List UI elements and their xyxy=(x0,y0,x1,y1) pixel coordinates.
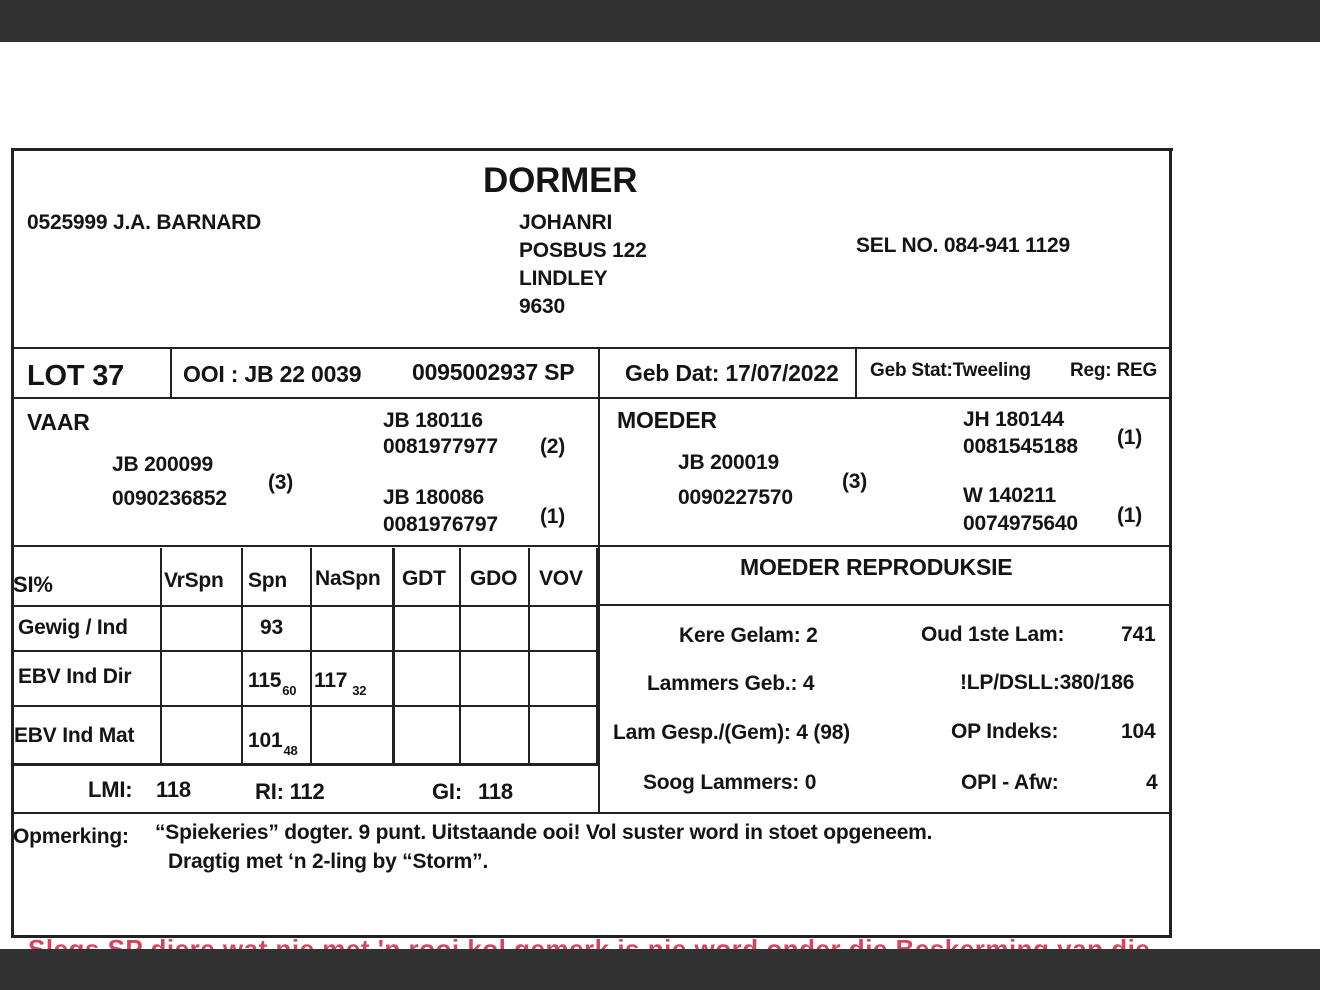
op-indeks-label: OP Indeks: xyxy=(951,720,1059,743)
opi-afw-value: 4 xyxy=(1146,771,1158,794)
viewer-top-bar xyxy=(0,0,1320,42)
lot-number: LOT 37 xyxy=(27,360,125,392)
sire-dam-number: 0081976797 xyxy=(383,513,498,536)
dam-id: JB 200019 xyxy=(678,451,779,474)
oud-label: Oud 1ste Lam: xyxy=(921,623,1065,646)
col-divider-7 xyxy=(596,548,599,764)
cell-ebv-dir-naspn: 117 $_{32}$ xyxy=(314,669,367,698)
rule-info xyxy=(11,397,1171,399)
dam-dam-id: W 140211 xyxy=(963,484,1056,507)
sire-label: VAAR xyxy=(27,409,90,435)
address-name: JOHANRI xyxy=(519,211,613,234)
op-indeks-value: 104 xyxy=(1121,720,1156,743)
col-header-vov: VOV xyxy=(539,567,583,590)
address-code: 9630 xyxy=(519,295,565,318)
soog-lammers: Soog Lammers: 0 xyxy=(643,771,817,794)
birth-status: Geb Stat:Tweeling xyxy=(870,360,1031,381)
sire-id: JB 200099 xyxy=(112,453,213,476)
lmi-label: LMI: xyxy=(88,777,133,802)
remark-line-2: Dragtig met ‘n 2-ling by “Storm”. xyxy=(168,850,489,873)
phone-number: SEL NO. 084-941 1129 xyxy=(856,234,1070,257)
col-header-naspn: NaSpn xyxy=(315,567,381,590)
lam-gesp: Lam Gesp./(Gem): 4 (98) xyxy=(613,721,850,744)
registration: Reg: REG xyxy=(1070,360,1158,381)
sire-dam-id: JB 180086 xyxy=(383,486,484,509)
cell-gewig-spn: 93 xyxy=(260,616,283,639)
row-label-ebv-mat: EBV Ind Mat xyxy=(14,724,135,747)
dam-label: MOEDER xyxy=(617,407,717,433)
sire-sire-number: 0081977977 xyxy=(383,435,498,458)
col-divider-5 xyxy=(459,548,461,764)
rule-table-row2 xyxy=(11,705,599,707)
birth-date: Geb Dat: 17/07/2022 xyxy=(625,360,839,386)
dam-number: 0090227570 xyxy=(678,486,793,509)
ewe-id: OOI : JB 22 0039 xyxy=(183,361,362,387)
row-label-ebv-dir: EBV Ind Dir xyxy=(18,665,132,688)
gi-label: GI: xyxy=(432,779,462,804)
rule-pedigree xyxy=(11,545,1171,547)
dam-dam-number: 0074975640 xyxy=(963,512,1078,535)
sire-sire-grade: (2) xyxy=(540,435,566,458)
sire-grade: (3) xyxy=(268,471,294,494)
cell-ebv-dir-spn: $115_{60}$ xyxy=(248,669,297,698)
opi-afw-label: OPI - Afw: xyxy=(961,771,1059,794)
divider-lot xyxy=(170,347,172,397)
rule-table-row1 xyxy=(11,650,599,652)
address-box: POSBUS 122 xyxy=(519,239,647,262)
gi-value: 118 xyxy=(478,779,513,804)
col-divider-3 xyxy=(310,548,312,764)
col-header-spn: Spn xyxy=(248,569,288,592)
col-divider-1 xyxy=(160,548,162,764)
remark-label: Opmerking: xyxy=(13,825,129,848)
cell-ebv-mat-spn: $101_{48}$ xyxy=(248,729,298,758)
divider-date xyxy=(855,347,857,397)
card-title: DORMER xyxy=(483,161,638,200)
ri-index: RI: 112 xyxy=(255,779,325,804)
remark-line-1: “Spiekeries” dogter. 9 punt. Uitstaande ooi! Vol suster word in stoet opgeneem. xyxy=(155,821,933,844)
frame-left xyxy=(11,148,14,938)
rule-repro-title xyxy=(600,604,1170,606)
frame-right xyxy=(1169,148,1172,938)
kere-gelam: Kere Gelam: 2 xyxy=(679,624,818,647)
lammers-geb: Lammers Geb.: 4 xyxy=(647,672,815,695)
address-town: LINDLEY xyxy=(519,267,608,290)
repro-title: MOEDER REPRODUKSIE xyxy=(740,554,1013,580)
sire-sire-id: JB 180116 xyxy=(383,409,483,432)
rule-table-header xyxy=(11,605,599,607)
rule-header xyxy=(11,347,1171,349)
dam-grade: (3) xyxy=(842,470,868,493)
col-divider-2 xyxy=(241,548,243,764)
row-label-gewig: Gewig / Ind xyxy=(18,616,128,639)
ilp-dsll: !LP/DSLL:380/186 xyxy=(960,671,1135,694)
dam-sire-grade: (1) xyxy=(1117,426,1143,449)
oud-value: 741 xyxy=(1121,623,1156,646)
dam-dam-grade: (1) xyxy=(1117,504,1143,527)
col-divider-6 xyxy=(528,548,530,764)
viewer-bottom-bar xyxy=(0,949,1320,990)
ewe-number: 0095002937 SP xyxy=(412,359,575,385)
dam-sire-id: JH 180144 xyxy=(963,408,1064,431)
rule-index xyxy=(11,812,1171,814)
sire-dam-grade: (1) xyxy=(540,505,566,528)
rule-table-bottom xyxy=(11,763,600,766)
col-header-vrspn: VrSpn xyxy=(164,569,224,592)
col-header-gdt: GDT xyxy=(402,567,446,590)
col-header-gdo: GDO xyxy=(470,567,518,590)
lmi-value: 118 xyxy=(156,777,191,802)
dam-sire-number: 0081545188 xyxy=(963,435,1078,458)
col-divider-4 xyxy=(392,548,395,764)
breeder-line: 0525999 J.A. BARNARD xyxy=(27,211,262,234)
sire-number: 0090236852 xyxy=(112,487,227,510)
frame-top xyxy=(11,148,1173,151)
col-header-si: SI% xyxy=(13,572,53,597)
